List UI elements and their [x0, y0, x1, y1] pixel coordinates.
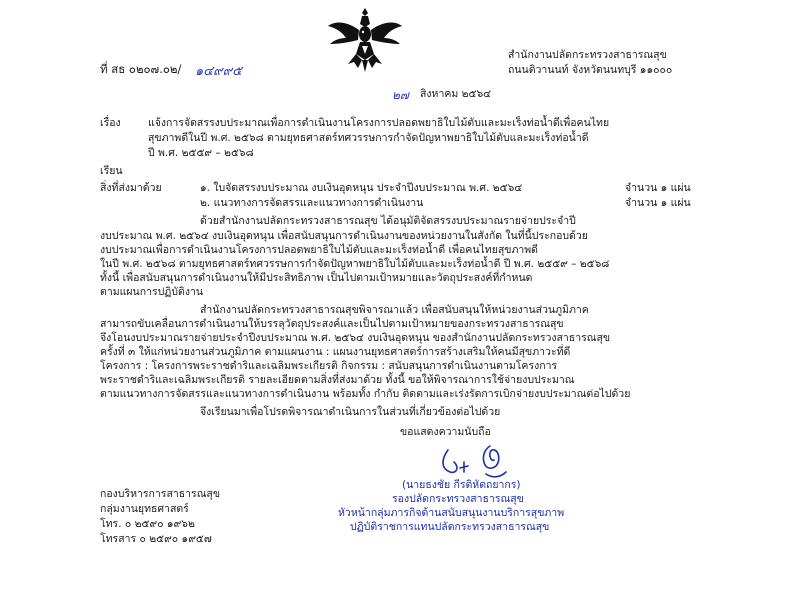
footer-group: กลุ่มงานยุทธศาสตร์ — [100, 503, 189, 515]
body-p2-line: ตามแนวทางการจัดสรรและแนวทางการดำเนินงาน พร้อมทั้ง กำกับ ติดตามและเร่งรัดการเบิกจ่ายงบประมาณต่อไปด้วย — [100, 388, 631, 400]
footer-phone: โทร. ๐ ๒๕๙๐ ๑๙๖๒ — [100, 518, 195, 530]
garuda-emblem — [326, 4, 404, 76]
enclosure-qty-2: จำนวน ๑ แผ่น — [625, 197, 691, 209]
subject-label: เรื่อง — [100, 117, 121, 129]
signatory-title-1: รองปลัดกระทรวงสาธารณสุข — [392, 493, 524, 505]
subject-line-3: ปี พ.ศ. ๒๕๕๙ – ๒๕๖๘ — [148, 147, 254, 159]
org-address: ถนนติวานนท์ จังหวัดนนทบุรี ๑๑๐๐๐ — [508, 64, 673, 76]
body-p1-line: งบประมาณเพื่อการดำเนินงานโครงการปลอดพยาธิใบไม้ตับและมะเร็งท่อน้ำดี เพื่อคนไทยสุขภาพดี — [100, 244, 539, 256]
enclosures-label: สิ่งที่ส่งมาด้วย — [100, 182, 162, 194]
org-name: สำนักงานปลัดกระทรวงสาธารณสุข — [508, 49, 667, 61]
recipient-label: เรียน — [100, 165, 123, 177]
footer-division: กองบริหารการสาธารณสุข — [100, 488, 221, 500]
signatory-name: (นายธงชัย กีรติหัตถยากร) — [402, 479, 521, 491]
body-p3: จึงเรียนมาเพื่อโปรดพิจารณาดำเนินการในส่วนที่เกี่ยวข้องต่อไปด้วย — [200, 406, 501, 418]
closing: ขอแสดงความนับถือ — [400, 426, 491, 438]
body-p2-line: สามารถขับเคลื่อนการดำเนินงานให้บรรลุวัตถุประสงค์และเป็นไปตามเป้าหมายของกระทรวงสาธารณสุข — [100, 318, 564, 330]
body-p1-line: งบประมาณ พ.ศ. ๒๕๖๔ งบเงินอุดหนุน เพื่อสนับสนุนการดำเนินงานของหน่วยงานในสังกัด ในที่นี้ประกอบด้วย — [100, 230, 588, 242]
date-month-year: สิงหาคม ๒๕๖๔ — [420, 88, 492, 100]
subject-line-1: แจ้งการจัดสรรงบประมาณเพื่อการดำเนินงานโครงการปลอดพยาธิใบไม้ตับและมะเร็งท่อน้ำดีเพื่อคนไทย — [148, 117, 610, 129]
body-p1-line: ทั้งนี้ เพื่อสนับสนุนการดำเนินงานให้มีประสิทธิภาพ เป็นไปตามเป้าหมายและวัตถุประสงค์ที่กำหนด — [100, 272, 533, 284]
enclosure-item-1: ๑. ใบจัดสรรงบประมาณ งบเงินอุดหนุน ประจำปีงบประมาณ พ.ศ. ๒๕๖๔ — [200, 182, 523, 194]
body-p1-line: ตามแผนการปฏิบัติงาน — [100, 286, 204, 298]
enclosure-qty-1: จำนวน ๑ แผ่น — [625, 182, 691, 194]
body-p2-line: จึงโอนงบประมาณรายจ่ายประจำปีงบประมาณ พ.ศ. ๒๕๖๔ งบเงินอุดหนุน ของสำนักงานปลัดกระทรวงสาธารณสุข — [100, 332, 611, 344]
enclosure-item-2: ๒. แนวทางการจัดสรรและแนวทางการดำเนินงาน — [200, 197, 424, 209]
signatory-title-3: ปฏิบัติราชการแทนปลัดกระทรวงสาธารณสุข — [350, 521, 550, 533]
footer-fax: โทรสาร ๐ ๒๕๙๐ ๑๙๕๗ — [100, 533, 212, 545]
signatory-title-2: หัวหน้ากลุ่มภารกิจด้านสนับสนุนงานบริการสุขภาพ — [338, 507, 565, 519]
body-p2-line: โครงการ : โครงการพระราชดำริและเฉลิมพระเกียรติ กิจกรรม : สนับสนุนการดำเนินงานตามโครงการ — [100, 360, 558, 372]
body-p1-line: ด้วยสำนักงานปลัดกระทรวงสาธารณสุข ได้อนุมัติจัดสรรงบประมาณรายจ่ายประจำปี — [200, 215, 576, 227]
subject-line-2: สุขภาพดีในปี พ.ศ. ๒๕๖๘ ตามยุทธศาสตร์ทศวรรษการกำจัดปัญหาพยาธิใบไม้ตับและมะเร็งท่อน้ำดี — [148, 132, 589, 144]
body-p2-line: สำนักงานปลัดกระทรวงสาธารณสุขพิจารณาแล้ว เพื่อสนับสนุนให้หน่วยงานส่วนภูมิภาค — [200, 304, 589, 316]
body-p2-line: พระราชดำริและเฉลิมพระเกียรติ รายละเอียดตามสิ่งที่ส่งมาด้วย ทั้งนี้ ขอให้พิจารณาการใช้จ่ายงบประมาณ — [100, 374, 575, 386]
body-p2-line: ครั้งที่ ๓ ให้แก่หน่วยงานส่วนภูมิภาค ตามแผนงาน : แผนงานยุทธศาสตร์การสร้างเสริมให้คนมีสุขภาวะที่ดี — [100, 346, 571, 358]
date-day-handwritten: ๒๗ — [392, 88, 409, 102]
doc-number-handwritten: ๑๔๙๙๕ — [195, 64, 242, 79]
body-p1-line: ในปี พ.ศ. ๒๕๖๘ ตามยุทธศาสตร์ทศวรรษการกำจัดปัญหาพยาธิใบไม้ตับและมะเร็งท่อน้ำดี ปี พ.ศ. ๒๕๕๙ – ๒๕๖๘ — [100, 258, 610, 270]
doc-number-prefix: ที่ สธ ๐๒๐๗.๐๒/ — [100, 62, 182, 76]
